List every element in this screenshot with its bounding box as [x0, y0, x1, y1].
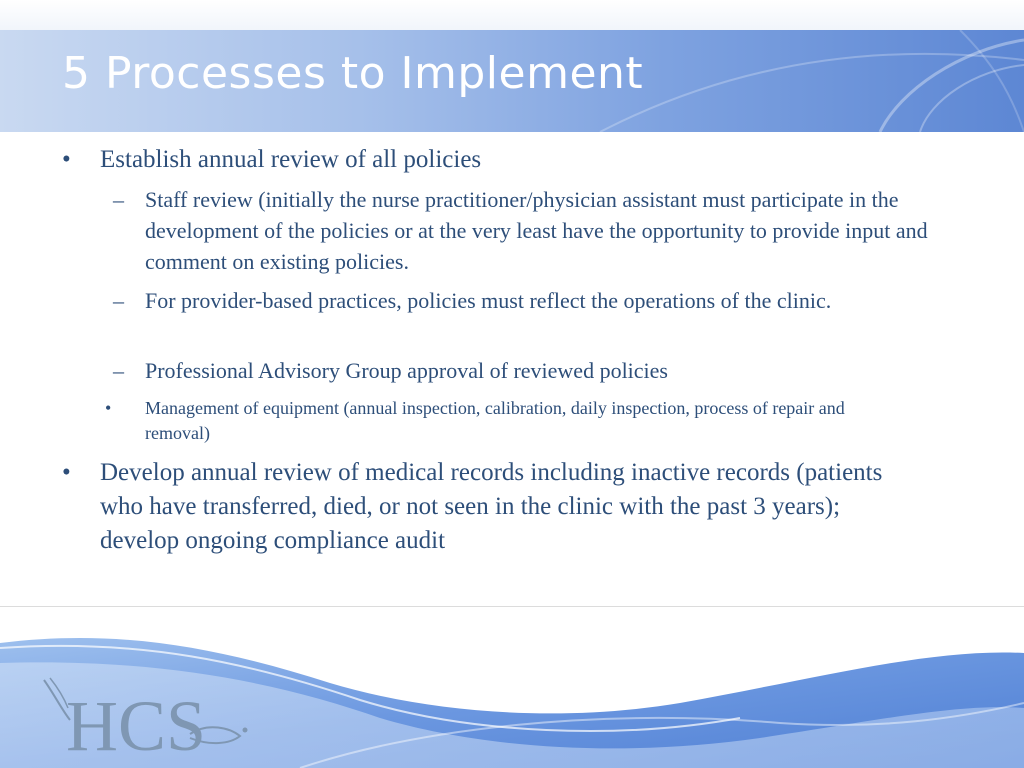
sub-bullet-item — [113, 355, 963, 386]
bullet-text: Management of equipment (annual inspection, calibration, daily inspection, process of repair and removal) — [145, 398, 845, 443]
dash-marker: – — [113, 288, 124, 313]
bullet-text: Staff review (initially the nurse practitioner/physician assistant must participate in the development of the policies or at the very least have the opportunity to provide input and comment on existing policies. — [145, 187, 928, 274]
sub-bullet-item — [113, 184, 963, 277]
bullet-item — [62, 143, 980, 177]
bullet-marker: • — [62, 146, 71, 173]
logo-text: HCS — [66, 686, 207, 757]
hcs-logo-icon — [40, 672, 255, 757]
bullet-text: For provider-based practices, policies must reflect the operations of the clinic. — [145, 288, 832, 313]
sub-bullet-item — [113, 285, 945, 316]
bullet-text: Establish annual review of all policies — [100, 146, 482, 173]
footer-divider — [0, 606, 1024, 607]
dash-marker: – — [113, 187, 124, 212]
slide-title: 5 Processes to Implement — [62, 48, 644, 99]
bullet-item — [62, 456, 920, 558]
bullet-marker: • — [62, 459, 71, 486]
bullet-marker: • — [105, 398, 112, 418]
top-strip — [0, 0, 1024, 30]
bullet-text: Professional Advisory Group approval of reviewed policies — [145, 358, 668, 383]
dash-marker: – — [113, 358, 124, 383]
title-band — [0, 30, 1024, 132]
small-bullet-item — [105, 396, 905, 446]
bullet-text: Develop annual review of medical records including inactive records (patients who have transferred, died, or not seen in the clinic with the past 3 years); develop ongoing compliance audit — [100, 459, 883, 554]
